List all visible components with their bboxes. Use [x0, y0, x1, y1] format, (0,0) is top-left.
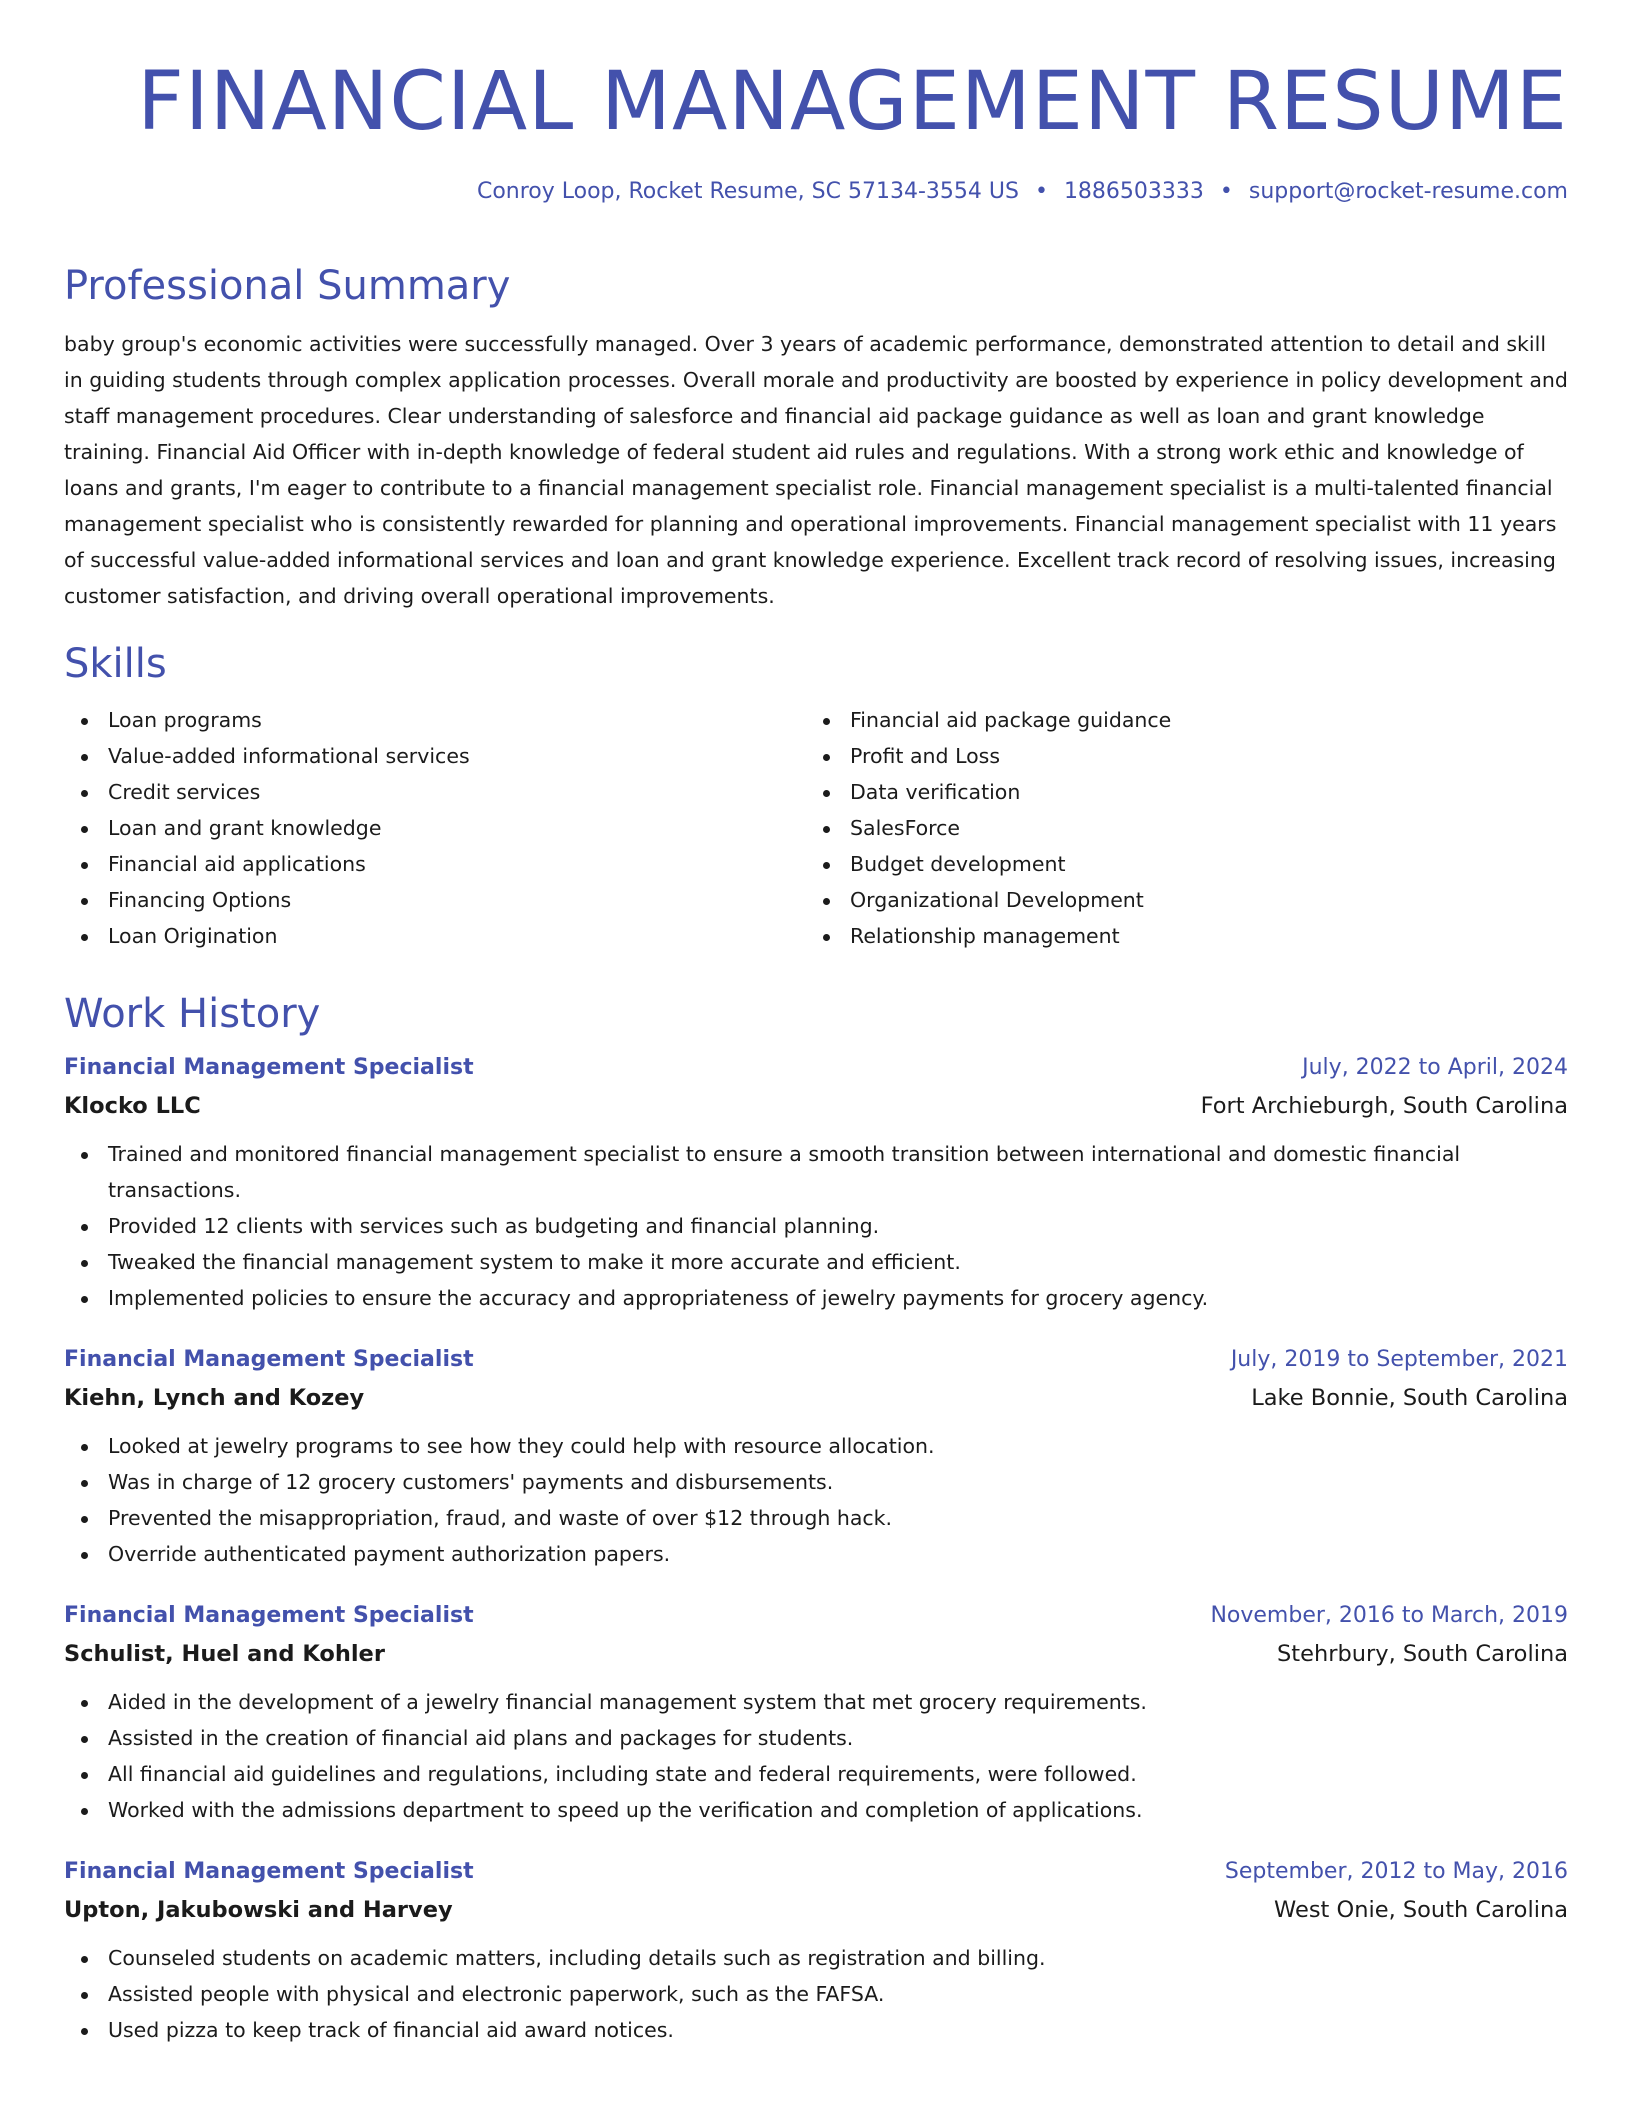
- job-employer: Kiehn, Lynch and Kozey: [64, 1385, 365, 1411]
- job-entry: [64, 1854, 1568, 2048]
- job-entry: [64, 1050, 1568, 1316]
- skill-item: Loan and grant knowledge: [64, 810, 806, 846]
- job-duty: Implemented policies to ensure the accuracy and appropriateness of jewelry payments for grocery agency.: [64, 1280, 1568, 1316]
- skill-item: Financial aid package guidance: [806, 702, 1548, 738]
- skill-item: Loan programs: [64, 702, 806, 738]
- section-title-skills: Skills: [64, 641, 167, 687]
- job-duty: Aided in the development of a jewelry financial management system that met grocery requirements.: [64, 1684, 1568, 1720]
- section-title-work-history: Work History: [64, 991, 321, 1037]
- job-duties: [64, 1428, 1568, 1572]
- job-duty: Was in charge of 12 grocery customers' payments and disbursements.: [64, 1464, 1568, 1500]
- contact-line: [64, 176, 1568, 208]
- skill-item: SalesForce: [806, 810, 1548, 846]
- skills-column-right: [806, 702, 1548, 954]
- job-duty: Tweaked the financial management system to make it more accurate and efficient.: [64, 1244, 1568, 1280]
- job-duty: Prevented the misappropriation, fraud, and waste of over $12 through hack.: [64, 1500, 1568, 1536]
- skill-item: Financing Options: [64, 882, 806, 918]
- job-duty: All financial aid guidelines and regulations, including state and federal requirements, were followed.: [64, 1756, 1568, 1792]
- job-duties: [64, 1136, 1568, 1316]
- job-duties: [64, 1684, 1568, 1828]
- skill-item: Data verification: [806, 774, 1548, 810]
- job-duty: Trained and monitored financial management specialist to ensure a smooth transition between international and domestic financial transactions.: [64, 1136, 1568, 1208]
- skills-list: [64, 702, 1568, 954]
- contact-phone: 1886503333: [1063, 179, 1204, 204]
- job-duty: Assisted people with physical and electronic paperwork, such as the FAFSA.: [64, 1976, 1568, 2012]
- job-entry: [64, 1342, 1568, 1572]
- job-location: West Onie, South Carolina: [1274, 1897, 1568, 1923]
- summary-text: baby group's economic activities were successfully managed. Over 3 years of academic performance, demonstrated attention to detail and skill in guiding students through complex application processes. Overall morale and productivity are boosted by experience in policy development and staff management procedures. Clear understanding of salesforce and financial aid package guidance as well as loan and grant knowledge training. Financial Aid Officer with in-depth knowledge of federal student aid rules and regulations. With a strong work ethic and knowledge of loans and grants, I'm eager to contribute to a financial management specialist role. Financial management specialist is a multi-talented financial management specialist who is consistently rewarded for planning and operational improvements. Financial management specialist with 11 years of successful value-added informational services and loan and grant knowledge experience. Excellent track record of resolving issues, increasing customer satisfaction, and driving overall operational improvements.: [64, 332, 1568, 608]
- skill-item: Value-added informational services: [64, 738, 806, 774]
- job-dates: November, 2016 to March, 2019: [1210, 1603, 1568, 1628]
- job-duty: Assisted in the creation of financial aid plans and packages for students.: [64, 1720, 1568, 1756]
- job-title: Financial Management Specialist: [64, 1055, 474, 1080]
- job-title: Financial Management Specialist: [64, 1347, 474, 1372]
- skill-item: Loan Origination: [64, 918, 806, 954]
- job-dates: July, 2022 to April, 2024: [1302, 1055, 1568, 1080]
- contact-email[interactable]: support@rocket-resume.com: [1248, 179, 1568, 204]
- job-entry: [64, 1598, 1568, 1828]
- skills-column-left: [64, 702, 806, 954]
- skill-item: Budget development: [806, 846, 1548, 882]
- job-title: Financial Management Specialist: [64, 1859, 474, 1884]
- job-employer: Klocko LLC: [64, 1093, 201, 1119]
- job-employer: Schulist, Huel and Kohler: [64, 1641, 385, 1667]
- job-dates: July, 2019 to September, 2021: [1230, 1347, 1568, 1372]
- job-duty: Worked with the admissions department to speed up the verification and completion of applications.: [64, 1792, 1568, 1828]
- job-duty: Override authenticated payment authorization papers.: [64, 1536, 1568, 1572]
- contact-address: Conroy Loop, Rocket Resume, SC 57134-3554 US: [476, 179, 1019, 204]
- contact-separator: •: [1034, 179, 1048, 204]
- resume-title: FINANCIAL MANAGEMENT RESUME: [137, 55, 1568, 149]
- skill-item: Financial aid applications: [64, 846, 806, 882]
- job-duty: Used pizza to keep track of financial aid award notices.: [64, 2012, 1568, 2048]
- job-duty: Looked at jewelry programs to see how they could help with resource allocation.: [64, 1428, 1568, 1464]
- job-title: Financial Management Specialist: [64, 1603, 474, 1628]
- job-dates: September, 2012 to May, 2016: [1224, 1859, 1568, 1884]
- section-title-summary: Professional Summary: [64, 263, 511, 309]
- job-employer: Upton, Jakubowski and Harvey: [64, 1897, 453, 1923]
- job-duty: Provided 12 clients with services such as budgeting and financial planning.: [64, 1208, 1568, 1244]
- job-location: Lake Bonnie, South Carolina: [1251, 1385, 1568, 1411]
- job-duties: [64, 1940, 1568, 2048]
- skill-item: Credit services: [64, 774, 806, 810]
- job-location: Stehrbury, South Carolina: [1277, 1641, 1568, 1667]
- contact-separator: •: [1219, 179, 1233, 204]
- skill-item: Organizational Development: [806, 882, 1548, 918]
- job-duty: Counseled students on academic matters, including details such as registration and billing.: [64, 1940, 1568, 1976]
- job-location: Fort Archieburgh, South Carolina: [1200, 1093, 1568, 1119]
- skill-item: Relationship management: [806, 918, 1548, 954]
- skill-item: Profit and Loss: [806, 738, 1548, 774]
